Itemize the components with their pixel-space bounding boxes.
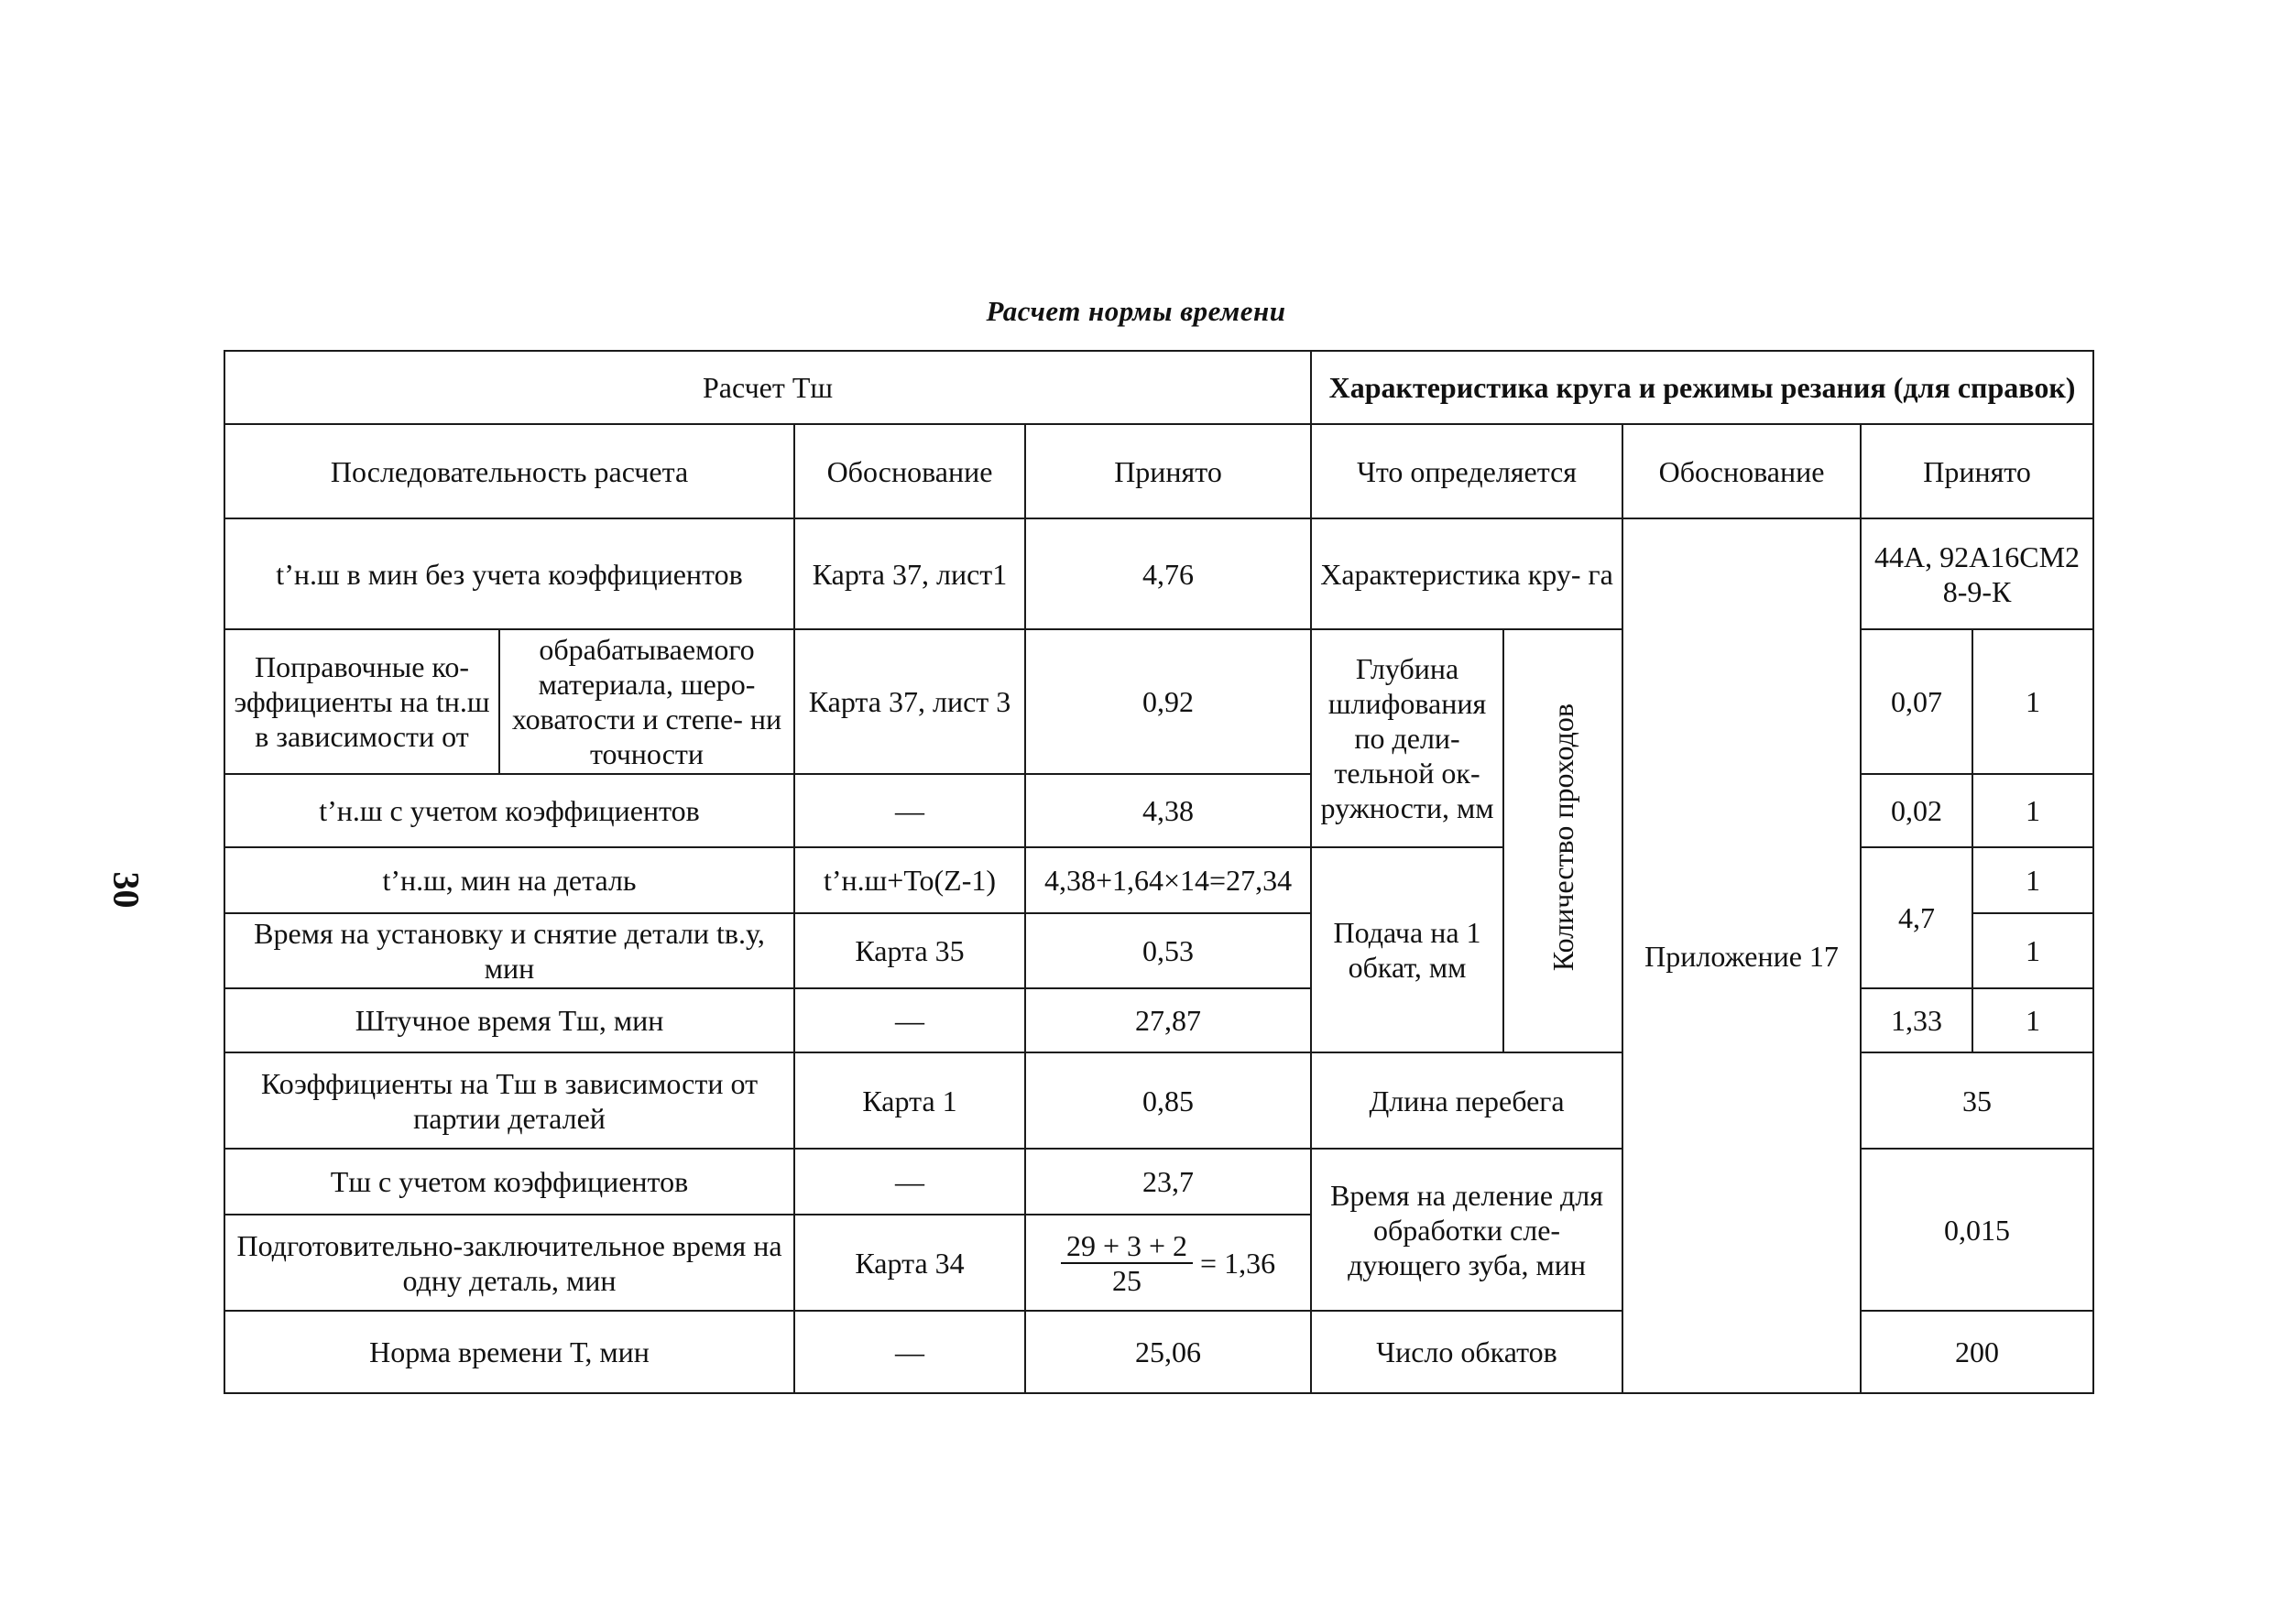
row-label: Тш с учетом коэффициентов bbox=[224, 1149, 794, 1215]
row-value: 4,38 bbox=[1025, 774, 1311, 847]
feed-value: 4,7 bbox=[1861, 847, 1972, 988]
formula-numerator: 29 + 3 + 2 bbox=[1061, 1229, 1193, 1264]
wheel-label: Характеристика кру- га bbox=[1311, 518, 1622, 629]
row-basis: Карта 37, лист1 bbox=[794, 518, 1025, 629]
feed-label: Подача на 1 обкат, мм bbox=[1311, 847, 1503, 1052]
passes-header bbox=[1503, 629, 1622, 1052]
row-label: Подготовительно-заключительное время на одну деталь, мин bbox=[224, 1215, 794, 1311]
formula-cell bbox=[1025, 1215, 1311, 1311]
col-header-accepted-right: Принято bbox=[1861, 424, 2093, 518]
row-basis: Карта 34 bbox=[794, 1215, 1025, 1311]
col-header-accepted-left: Принято bbox=[1025, 424, 1311, 518]
row-label-b: обрабатываемого материала, шеро- ховатости и степе- ни точности bbox=[499, 629, 794, 774]
row-value: 25,06 bbox=[1025, 1311, 1311, 1393]
row-basis: — bbox=[794, 774, 1025, 847]
row-basis: — bbox=[794, 988, 1025, 1052]
row-basis: Карта 1 bbox=[794, 1052, 1025, 1149]
division-value: 0,015 bbox=[1861, 1149, 2093, 1311]
row-value: 0,92 bbox=[1025, 629, 1311, 774]
time-norm-table bbox=[224, 350, 2094, 1394]
col-header-basis-right: Обоснование bbox=[1622, 424, 1861, 518]
overrun-value: 35 bbox=[1861, 1052, 2093, 1149]
depth-passes: 1 bbox=[1972, 774, 2093, 847]
col-header-what: Что определяется bbox=[1311, 424, 1622, 518]
row-label: t’н.ш с учетом коэффициентов bbox=[224, 774, 794, 847]
col-header-basis-left: Обоснование bbox=[794, 424, 1025, 518]
row-basis: t’н.ш+То(Z-1) bbox=[794, 847, 1025, 913]
col-header-sequence: Последовательность расчета bbox=[224, 424, 794, 518]
feed-passes: 1 bbox=[1972, 847, 2093, 913]
row-label-a: Поправочные ко- эффициенты на tн.ш в зависимости от bbox=[224, 629, 499, 774]
row-value: 27,87 bbox=[1025, 988, 1311, 1052]
depth-label: Глубина шлифования по дели- тельной ок- ружности, мм bbox=[1311, 629, 1503, 847]
overrun-label: Длина перебега bbox=[1311, 1052, 1622, 1149]
formula-denominator: 25 bbox=[1111, 1264, 1141, 1297]
formula-result: = 1,36 bbox=[1200, 1247, 1276, 1280]
page-number: 30 bbox=[105, 871, 147, 909]
feed-passes: 1 bbox=[1972, 988, 2093, 1052]
row-basis: — bbox=[794, 1149, 1025, 1215]
row-label: t’н.ш, мин на деталь bbox=[224, 847, 794, 913]
row-value: 4,76 bbox=[1025, 518, 1311, 629]
depth-value: 0,02 bbox=[1861, 774, 1972, 847]
row-basis: Карта 35 bbox=[794, 913, 1025, 988]
depth-value: 0,07 bbox=[1861, 629, 1972, 774]
right-section-header: Характеристика круга и режимы резания (для справок) bbox=[1311, 351, 2093, 424]
rolls-value: 200 bbox=[1861, 1311, 2093, 1393]
feed-value: 1,33 bbox=[1861, 988, 1972, 1052]
row-value: 23,7 bbox=[1025, 1149, 1311, 1215]
row-label: Норма времени Т, мин bbox=[224, 1311, 794, 1393]
table-title: Расчет нормы времени bbox=[986, 295, 1286, 327]
rolls-label: Число обкатов bbox=[1311, 1311, 1622, 1393]
row-basis: — bbox=[794, 1311, 1025, 1393]
feed-passes: 1 bbox=[1972, 913, 2093, 988]
passes-label: Количество проходов bbox=[1546, 703, 1580, 972]
depth-passes: 1 bbox=[1972, 629, 2093, 774]
row-basis: Карта 37, лист 3 bbox=[794, 629, 1025, 774]
division-label: Время на деление для обработки сле- дующего зуба, мин bbox=[1311, 1149, 1622, 1311]
wheel-value: 44А, 92А16СМ2 8-9-К bbox=[1861, 518, 2093, 629]
row-value: 0,53 bbox=[1025, 913, 1311, 988]
left-section-header: Расчет Тш bbox=[224, 351, 1311, 424]
row-value: 4,38+1,64×14=27,34 bbox=[1025, 847, 1311, 913]
row-value: 0,85 bbox=[1025, 1052, 1311, 1149]
row-label: Коэффициенты на Тш в зависимости от партии деталей bbox=[224, 1052, 794, 1149]
row-label: t’н.ш в мин без учета коэффициентов bbox=[224, 518, 794, 629]
row-label: Время на установку и снятие детали tв.у, мин bbox=[224, 913, 794, 988]
appendix-basis: Приложение 17 bbox=[1622, 518, 1861, 1393]
row-label: Штучное время Тш, мин bbox=[224, 988, 794, 1052]
